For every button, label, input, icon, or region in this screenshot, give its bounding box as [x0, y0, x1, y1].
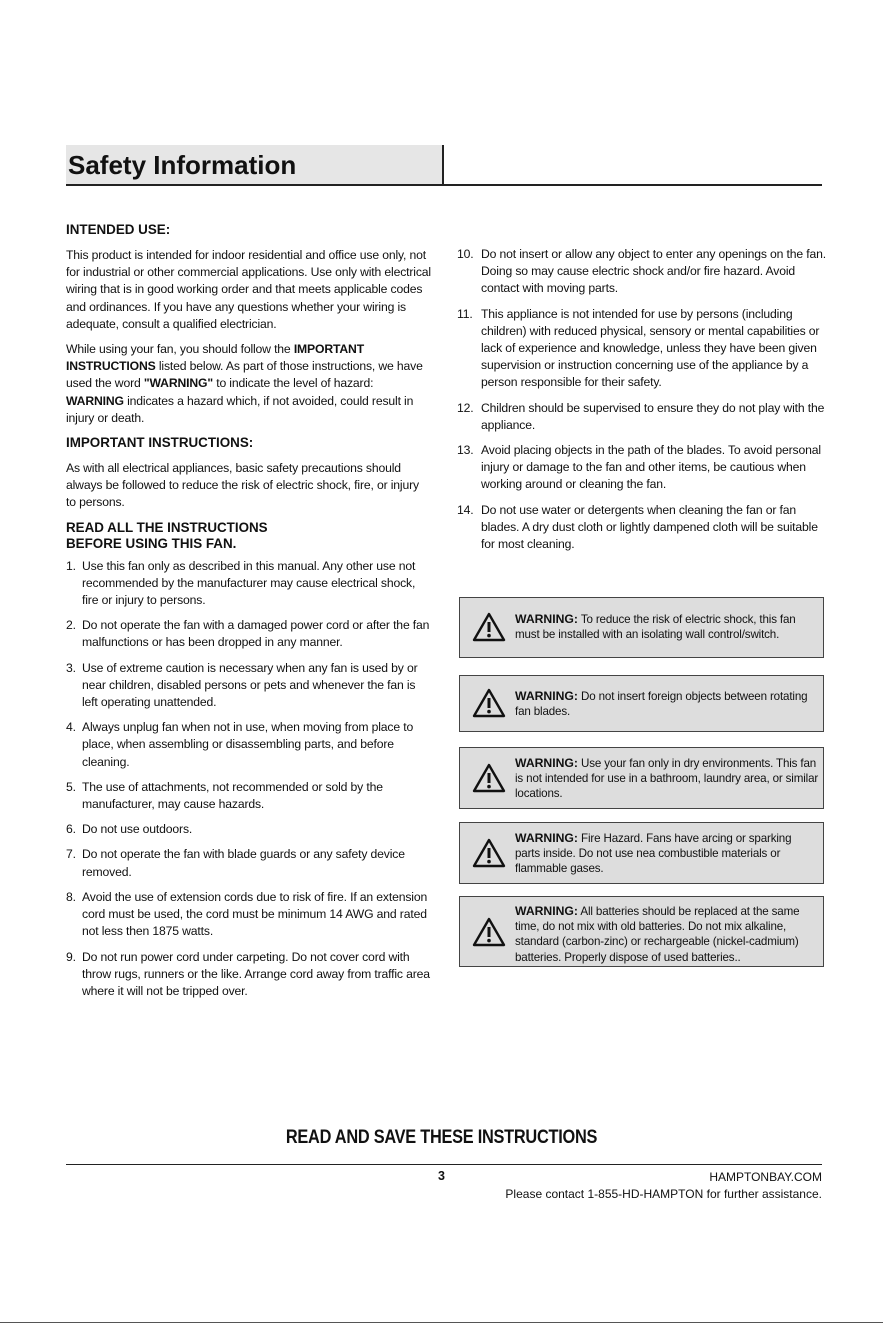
instruction-item	[66, 821, 432, 838]
instruction-text: Do not run power cord under carpeting. Do not cover cord with throw rugs, runners or the like. Arrange cord away from traffic area where it will not be tripped over.	[82, 949, 430, 998]
page-bottom-rule	[0, 1322, 883, 1323]
warning-body: Fire Hazard. Fans have arcing or sparking parts inside. Do not use nea combustible materials or flammable gases.	[515, 832, 792, 876]
instruction-text: Children should be supervised to ensure they do not play with the appliance.	[481, 400, 825, 432]
right-column	[457, 246, 827, 561]
instruction-text: Do not use water or detergents when cleaning the fan or fan blades. A dry dust cloth or lightly dampened cloth will be suitable for most cleaning.	[481, 502, 818, 552]
warning-triangle-icon	[472, 612, 506, 642]
page-number: 3	[438, 1169, 445, 1183]
para-bold: IMPORTANT INSTRUCTIONS	[66, 342, 364, 374]
instruction-item	[66, 949, 432, 1001]
header-rule	[66, 184, 822, 186]
para-bold: "WARNING"	[143, 376, 213, 391]
page-title: Safety Information	[68, 150, 297, 180]
header-divider	[442, 145, 444, 184]
instruction-text: Do not operate the fan with a damaged power cord or after the fan malfunctions or has been dropped in any manner.	[82, 618, 430, 650]
warning-triangle-icon	[472, 763, 506, 793]
instruction-number: 2.	[66, 618, 76, 633]
warning-box	[459, 896, 824, 967]
instruction-number: 8.	[66, 889, 76, 904]
para-text: While using your fan, you should follow the	[66, 342, 294, 357]
instruction-item	[457, 246, 827, 298]
instruction-number: 6.	[66, 822, 76, 837]
instruction-item	[66, 779, 432, 813]
warning-label: WARNING:	[515, 756, 578, 770]
instruction-number: 10.	[457, 247, 474, 261]
important-instructions-paragraph: As with all electrical appliances, basic safety precautions should always be followed to reduce the risk of electric shock, fire, or injury to persons.	[66, 461, 419, 510]
instruction-item	[66, 719, 432, 771]
warning-box	[459, 675, 824, 732]
instruction-text: Do not operate the fan with blade guards or any safety device removed.	[82, 847, 405, 879]
instruction-item	[66, 889, 432, 941]
instruction-text: Avoid placing objects in the path of the blades. To avoid personal injury or damage to the fan and other items, be cautious when working around or cleaning the fan.	[481, 443, 821, 492]
warning-triangle-icon	[472, 688, 506, 718]
intended-use-heading: INTENDED USE:	[66, 222, 171, 237]
instruction-text: Use this fan only as described in this manual. Any other use not recommended by the manufacturer may cause electrical shock, fire or injury to persons.	[82, 558, 416, 608]
instruction-number: 1.	[66, 558, 76, 573]
warning-text	[515, 756, 819, 802]
instruction-item	[66, 660, 432, 712]
footer-rule	[66, 1164, 822, 1165]
warning-text	[515, 612, 819, 642]
warning-text	[515, 689, 819, 719]
para-text: to indicate the level of hazard:	[212, 376, 374, 391]
instruction-text: Use of extreme caution is necessary when any fan is used by or near children, disabled persons or pets and whenever the fan is left operating unattended.	[82, 660, 418, 710]
instruction-item	[457, 306, 827, 392]
footer-title: READ AND SAVE THESE INSTRUCTIONS	[285, 1127, 598, 1148]
para-text: indicates a hazard which, if not avoided, could result in injury or death.	[66, 393, 414, 425]
warning-body: To reduce the risk of electric shock, this fan must be installed with an isolating wall control/switch.	[515, 613, 796, 642]
important-instructions-heading: IMPORTANT INSTRUCTIONS:	[66, 435, 254, 451]
intended-use-paragraph: This product is intended for indoor residential and office use only, not for industrial or other commercial applications. Use only with electrical wiring that is in good working order and that meets applicable codes and ordinances. If you have any questions whether your wiring is adequate, consult a qualified electrician.	[66, 248, 431, 331]
warning-box	[459, 747, 824, 809]
instruction-text: Avoid the use of extension cords due to risk of fire. If an extension cord must be used, the cord must be minimum 14 AWG and rated not less then 1875 watts.	[82, 889, 428, 939]
para-bold: WARNING	[66, 393, 124, 408]
warning-text	[515, 831, 819, 877]
instruction-item	[457, 442, 827, 494]
instruction-text: Always unplug fan when not in use, when moving from place to place, when assembling or disassembling parts, and before cleaning.	[82, 720, 414, 769]
instruction-number: 4.	[66, 720, 76, 735]
para-text: listed below. As part of those instructions, we have used the word	[66, 359, 423, 391]
instruction-number: 3.	[66, 660, 76, 675]
warning-text	[515, 904, 819, 965]
warning-label: WARNING:	[515, 612, 578, 626]
instruction-item	[66, 558, 432, 610]
instruction-item	[66, 846, 432, 880]
read-all-line1: READ ALL THE INSTRUCTIONS	[66, 519, 268, 535]
instruction-number: 11.	[457, 306, 473, 321]
warning-body: Do not insert foreign objects between rotating fan blades.	[515, 690, 808, 719]
instruction-item	[457, 502, 827, 554]
instruction-number: 12.	[457, 400, 474, 415]
instruction-text: Do not use outdoors.	[82, 822, 193, 837]
warning-triangle-icon	[472, 917, 506, 947]
warning-triangle-icon	[472, 838, 506, 868]
left-column	[66, 222, 432, 1008]
warning-body: All batteries should be replaced at the same time, do not mix with old batteries. Do not mix alkaline, standard (carbon-zinc) or rechargeable (nickel-cadmium) batteries. Properly dispose of used batteries..	[515, 905, 800, 964]
warning-label: WARNING:	[515, 689, 578, 703]
warning-label: WARNING:	[515, 904, 578, 918]
warning-body: Use your fan only in dry environments. This fan is not intended for use in a bathroom, laundry area, or similar locations.	[515, 757, 819, 801]
footer-contact: Please contact 1-855-HD-HAMPTON for further assistance.	[505, 1187, 822, 1201]
warning-box	[459, 822, 824, 884]
instruction-number: 5.	[66, 779, 76, 794]
read-all-heading	[66, 520, 432, 552]
instruction-number: 13.	[457, 443, 474, 458]
instruction-number: 9.	[66, 949, 76, 964]
warning-label: WARNING:	[515, 831, 578, 845]
instruction-text: Do not insert or allow any object to enter any openings on the fan. Doing so may cause electric shock and/or fire hazard. Avoid contact with moving parts.	[481, 247, 826, 296]
read-all-line2: BEFORE USING THIS FAN.	[66, 535, 237, 551]
instruction-item	[457, 400, 827, 434]
instruction-number: 7.	[66, 847, 76, 862]
instruction-number: 14.	[457, 502, 474, 517]
instruction-text: This appliance is not intended for use by persons (including children) with reduced physical, sensory or mental capabilities or lack of experience and knowledge, unless they have been given supervision or instruction concerning use of the appliance by a person responsible for their safety.	[481, 306, 820, 390]
instruction-text: The use of attachments, not recommended or sold by the manufacturer, may cause hazards.	[82, 779, 383, 812]
warning-box	[459, 597, 824, 658]
warning-definition-paragraph	[66, 341, 432, 427]
instruction-item	[66, 617, 432, 651]
footer-website: HAMPTONBAY.COM	[709, 1170, 822, 1184]
